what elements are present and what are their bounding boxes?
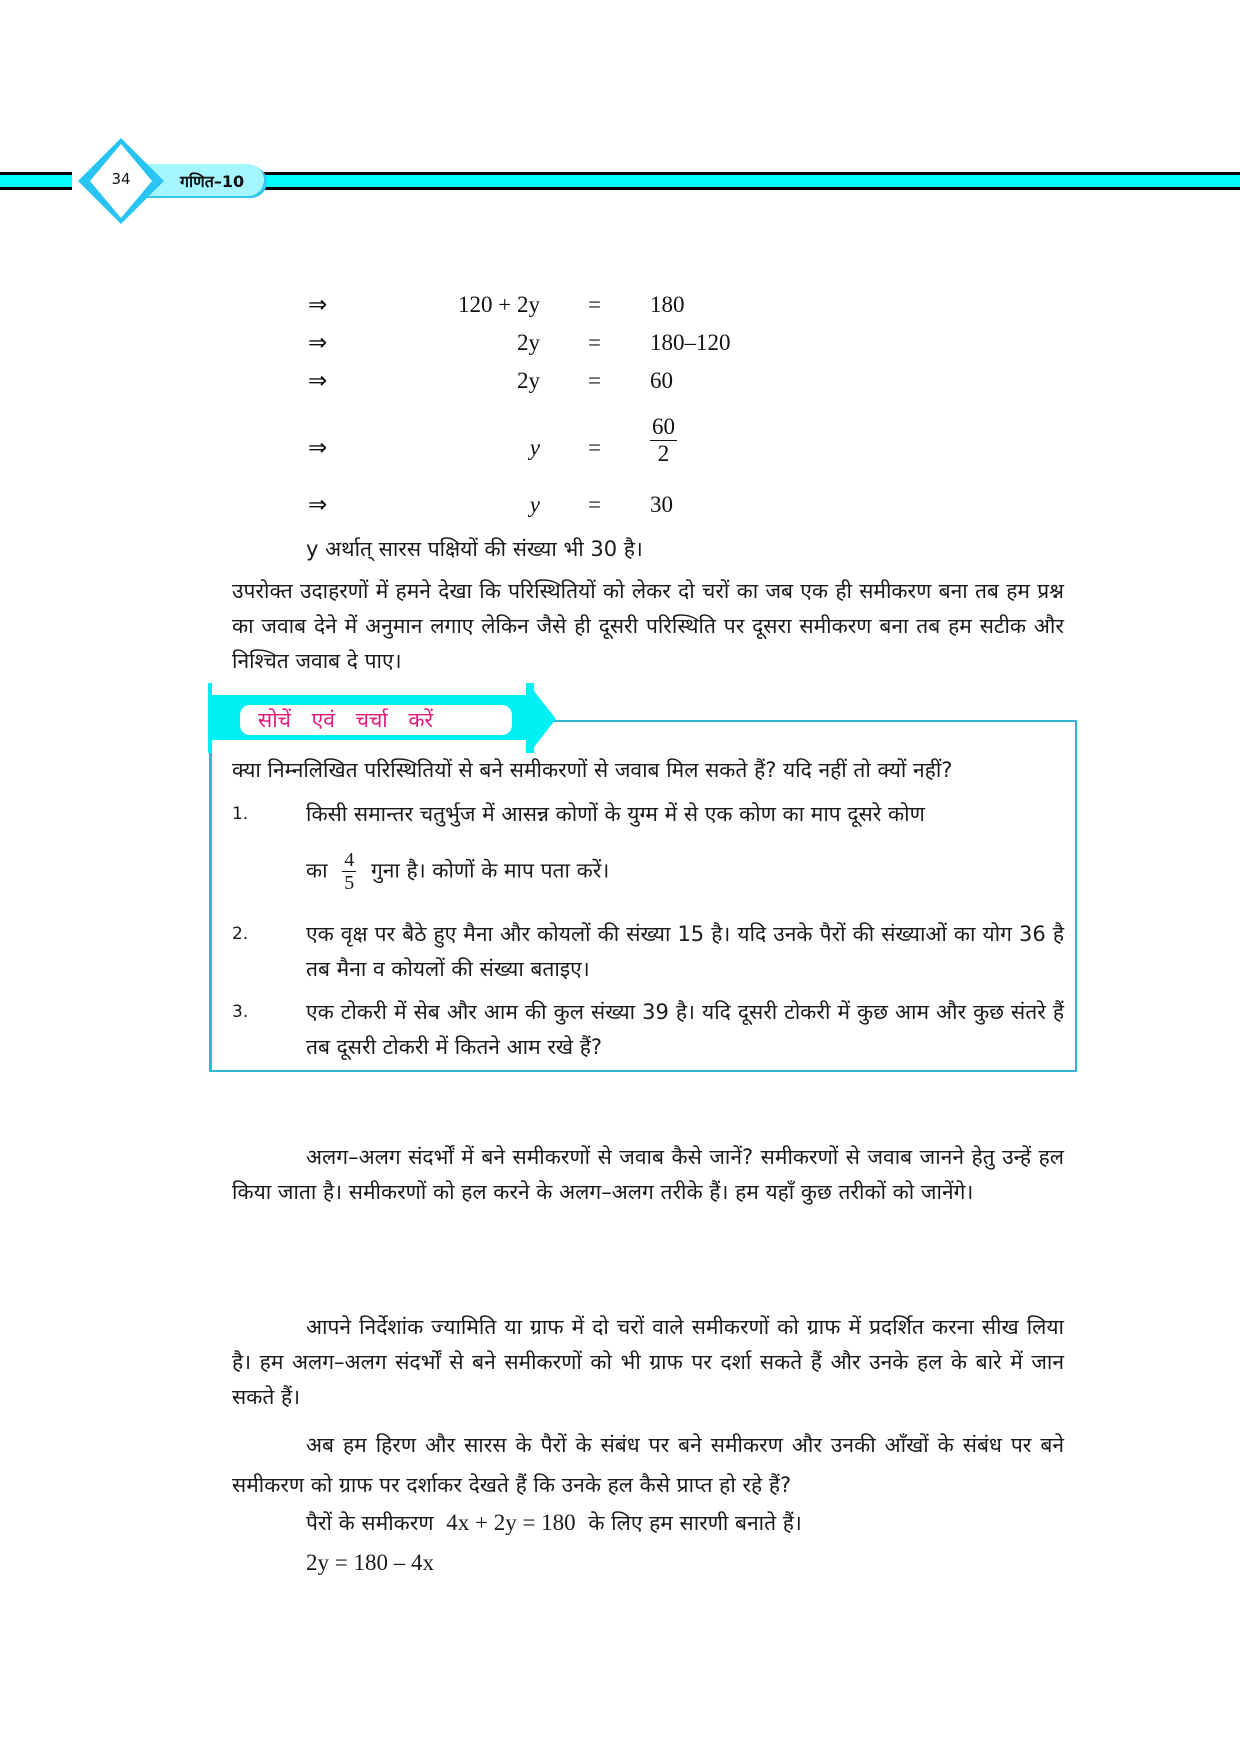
equation-rhs-fraction xyxy=(650,414,677,468)
question-item-2 xyxy=(232,917,1064,989)
equation-lhs: 120 + 2y xyxy=(458,292,540,317)
question-text: किसी समान्तर चतुर्भुज में आसन्न कोणों के युग्म में से एक कोण का माप दूसरे कोण xyxy=(306,802,925,826)
fraction-numerator: 4 xyxy=(344,849,355,871)
equation-rhs: 60 xyxy=(650,368,673,393)
question-number: 2. xyxy=(232,924,249,944)
equation-row xyxy=(0,292,1240,326)
legs-equation: 4x + 2y = 180 xyxy=(446,1510,576,1535)
question-text: एक वृक्ष पर बैठे हुए मैना और कोयलों की संख्या 15 है। यदि उनके पैरों की संख्याओं का योग 36 है तब मैना व कोयलों की संख्या बताइए। xyxy=(306,922,1064,981)
question-item-3 xyxy=(232,995,1064,1067)
equation-lhs: 2y xyxy=(517,368,540,393)
final-equation: 2y = 180 – 4x xyxy=(306,1550,434,1575)
equation-row xyxy=(0,414,1240,469)
equation-lhs: 2y xyxy=(517,330,540,355)
implies-arrow: ⇒ xyxy=(308,435,328,460)
fraction-numerator: 60 xyxy=(650,414,677,441)
conclusion-text: y अर्थात् सारस पक्षियों की संख्या भी 30 है। xyxy=(306,537,643,561)
fraction-denominator: 5 xyxy=(344,872,355,894)
equals-sign: = xyxy=(588,368,601,393)
equals-sign: = xyxy=(588,435,601,460)
equation-row xyxy=(0,368,1240,402)
legs-equation-line: पैरों के समीकरण 4x + 2y = 180 के लिए हम सारणी बनाते हैं। xyxy=(306,1510,802,1535)
think-discuss-banner xyxy=(208,683,528,753)
equation-lhs: y xyxy=(529,435,540,460)
paragraph-1: उपरोक्त उदाहरणों में हमने देखा कि परिस्थितियों को लेकर दो चरों का जब एक ही समीकरण बना तब हम प्रश्न का जवाब देने में अनुमान लगाए लेकिन जैसे ही दूसरी परिस्थिति पर दूसरा समीकरण बना तब हम सटीक और निश्चित जवाब दे पाए। xyxy=(232,579,1064,673)
question-text-line2: का $\frac{4}{5}$ गुना है। कोणों के माप पता करें। xyxy=(306,849,610,894)
equation-row xyxy=(0,492,1240,526)
equals-sign: = xyxy=(588,330,601,355)
book-title: गणित–10 xyxy=(180,172,245,191)
equals-sign: = xyxy=(588,492,601,517)
implies-arrow: ⇒ xyxy=(308,492,328,517)
question-text: एक टोकरी में सेब और आम की कुल संख्या 39 है। यदि दूसरी टोकरी में कुछ आम और कुछ संतरे हैं तब दूसरी टोकरी में कितने आम रखे हैं? xyxy=(306,1000,1064,1059)
question-item-1 xyxy=(232,797,1064,907)
equals-sign: = xyxy=(588,292,601,317)
implies-arrow: ⇒ xyxy=(308,330,328,355)
paragraph-4: अब हम हिरण और सारस के पैरों के संबंध पर बने समीकरण और उनकी आँखों के संबंध पर बने समीकरण को ग्राफ पर दर्शाकर देखते हैं कि उनके हल कैसे प्राप्त हो रहे हैं? xyxy=(232,1433,1064,1497)
fraction-denominator: 2 xyxy=(657,441,670,467)
equation-rhs: 180 xyxy=(650,292,685,317)
header-bar-left xyxy=(0,172,72,190)
header-bar-right xyxy=(262,172,1240,190)
think-discuss-title: सोचें एवं चर्चा करें xyxy=(258,708,434,732)
banner-arrow-icon xyxy=(534,691,556,747)
question-number: 1. xyxy=(232,804,249,824)
question-number: 3. xyxy=(232,1002,249,1022)
equation-lhs: y xyxy=(529,492,540,517)
implies-arrow: ⇒ xyxy=(308,292,328,317)
think-discuss-intro: क्या निम्नलिखित परिस्थितियों से बने समीकरणों से जवाब मिल सकते हैं? यदि नहीं तो क्यों नहीं? xyxy=(232,758,953,782)
equation-rhs: 180–120 xyxy=(650,330,731,355)
implies-arrow: ⇒ xyxy=(308,368,328,393)
equation-row xyxy=(0,330,1240,364)
equation-rhs: 30 xyxy=(650,492,673,517)
page-number: 34 xyxy=(111,170,131,188)
paragraph-3: आपने निर्देशांक ज्यामिति या ग्राफ में दो चरों वाले समीकरणों को ग्राफ में प्रदर्शित करना सीख लिया है। हम अलग–अलग संदर्भों से बने समीकरणों को भी ग्राफ पर दर्शा सकते हैं और उनके हल के बारे में जान सकते हैं। xyxy=(232,1315,1064,1409)
paragraph-2: अलग–अलग संदर्भों में बने समीकरणों से जवाब कैसे जानें? समीकरणों से जवाब जानने हेतु उन्हें हल किया जाता है। समीकरणों को हल करने के अलग–अलग तरीके हैं। हम यहाँ कुछ तरीकों को जानेंगे। xyxy=(232,1145,1064,1204)
